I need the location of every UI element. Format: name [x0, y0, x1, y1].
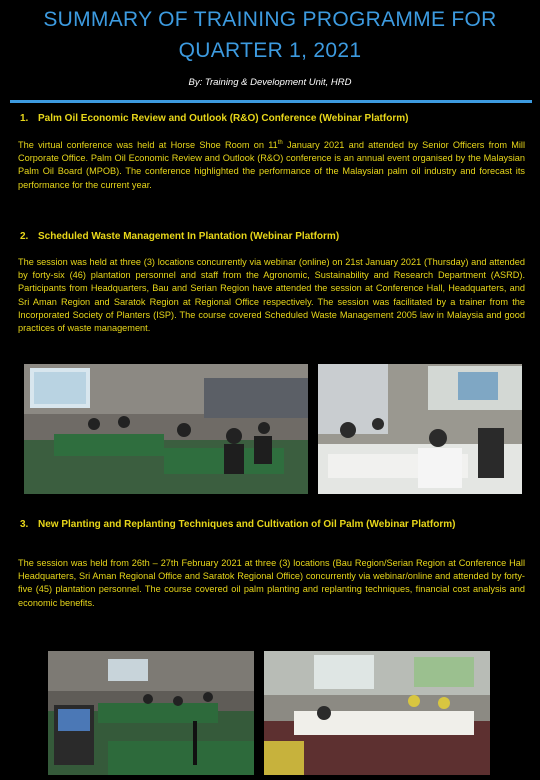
section-2-number: 2. [20, 231, 29, 242]
section-1-number: 1. [20, 113, 29, 124]
section-2-title: Scheduled Waste Management In Plantation (Webinar Platform) [38, 231, 340, 242]
section-2-photo-conference-hall [24, 364, 308, 494]
section-1-body-post: January 2021 and attended by Senior Officers from Mill Corporate Office. Palm Oil Economic Review and Outlook (R&O) conference is an annual event organised by the Malaysian Palm Oil Board (MPOB). The conference highlighted the performance of the Malaysian palm oil industry and forecast its performance for the current year. [18, 140, 525, 190]
page-title [0, 4, 540, 66]
title-line-1: SUMMARY OF TRAINING PROGRAMME FOR [43, 8, 497, 31]
section-2-heading [20, 230, 525, 243]
section-3-heading [20, 518, 525, 531]
title-line-2: QUARTER 1, 2021 [178, 39, 362, 62]
section-1-body-sup: th [277, 139, 283, 146]
section-1-body [18, 139, 525, 192]
section-3-body: The session was held from 26th – 27th February 2021 at three (3) locations (Bau Region/Serian Region at Conference Hall Headquarters, Sri Aman Regional Office and Saratok Regional Office) concurrently via webinar/online and attended by forty-five (45) plantation personnel. The course covered oil palm planting and replanting techniques, financial cost analysis and economic benefits. [18, 558, 525, 608]
section-3-title: New Planting and Replanting Techniques and Cultivation of Oil Palm (Webinar Platform) [38, 519, 456, 530]
byline: By: Training & Development Unit, HRD [188, 77, 352, 88]
section-1-body-pre: The virtual conference was held at Horse Shoe Room on 11 [18, 140, 278, 150]
section-1-heading [20, 112, 525, 125]
section-2-photo-regional-office [318, 364, 522, 494]
section-3-photo-conference-hall [48, 651, 254, 775]
section-1-title: Palm Oil Economic Review and Outlook (R&O) Conference (Webinar Platform) [38, 113, 409, 124]
header-divider [10, 100, 532, 103]
section-3-number: 3. [20, 519, 29, 530]
section-3-photo-regional-office [264, 651, 490, 775]
section-2-body: The session was held at three (3) locations concurrently via webinar (online) on 21st January 2021 (Thursday) and attended by forty-six (46) plantation personnel and staff from the Agronomic, Sustainability and Research Department (ASRD). Participants from Headquarters, Bau and Serian Region have attended the session at Conference Hall, Headquarters, and Sri Aman Region and Saratok Region at Regional Office respectively. The session was facilitated by a trainer from the Incorporated Society of Planters (ISP). The course covered Scheduled Waste Management 2005 law in Malaysia and good practices of waste management. [18, 257, 525, 334]
